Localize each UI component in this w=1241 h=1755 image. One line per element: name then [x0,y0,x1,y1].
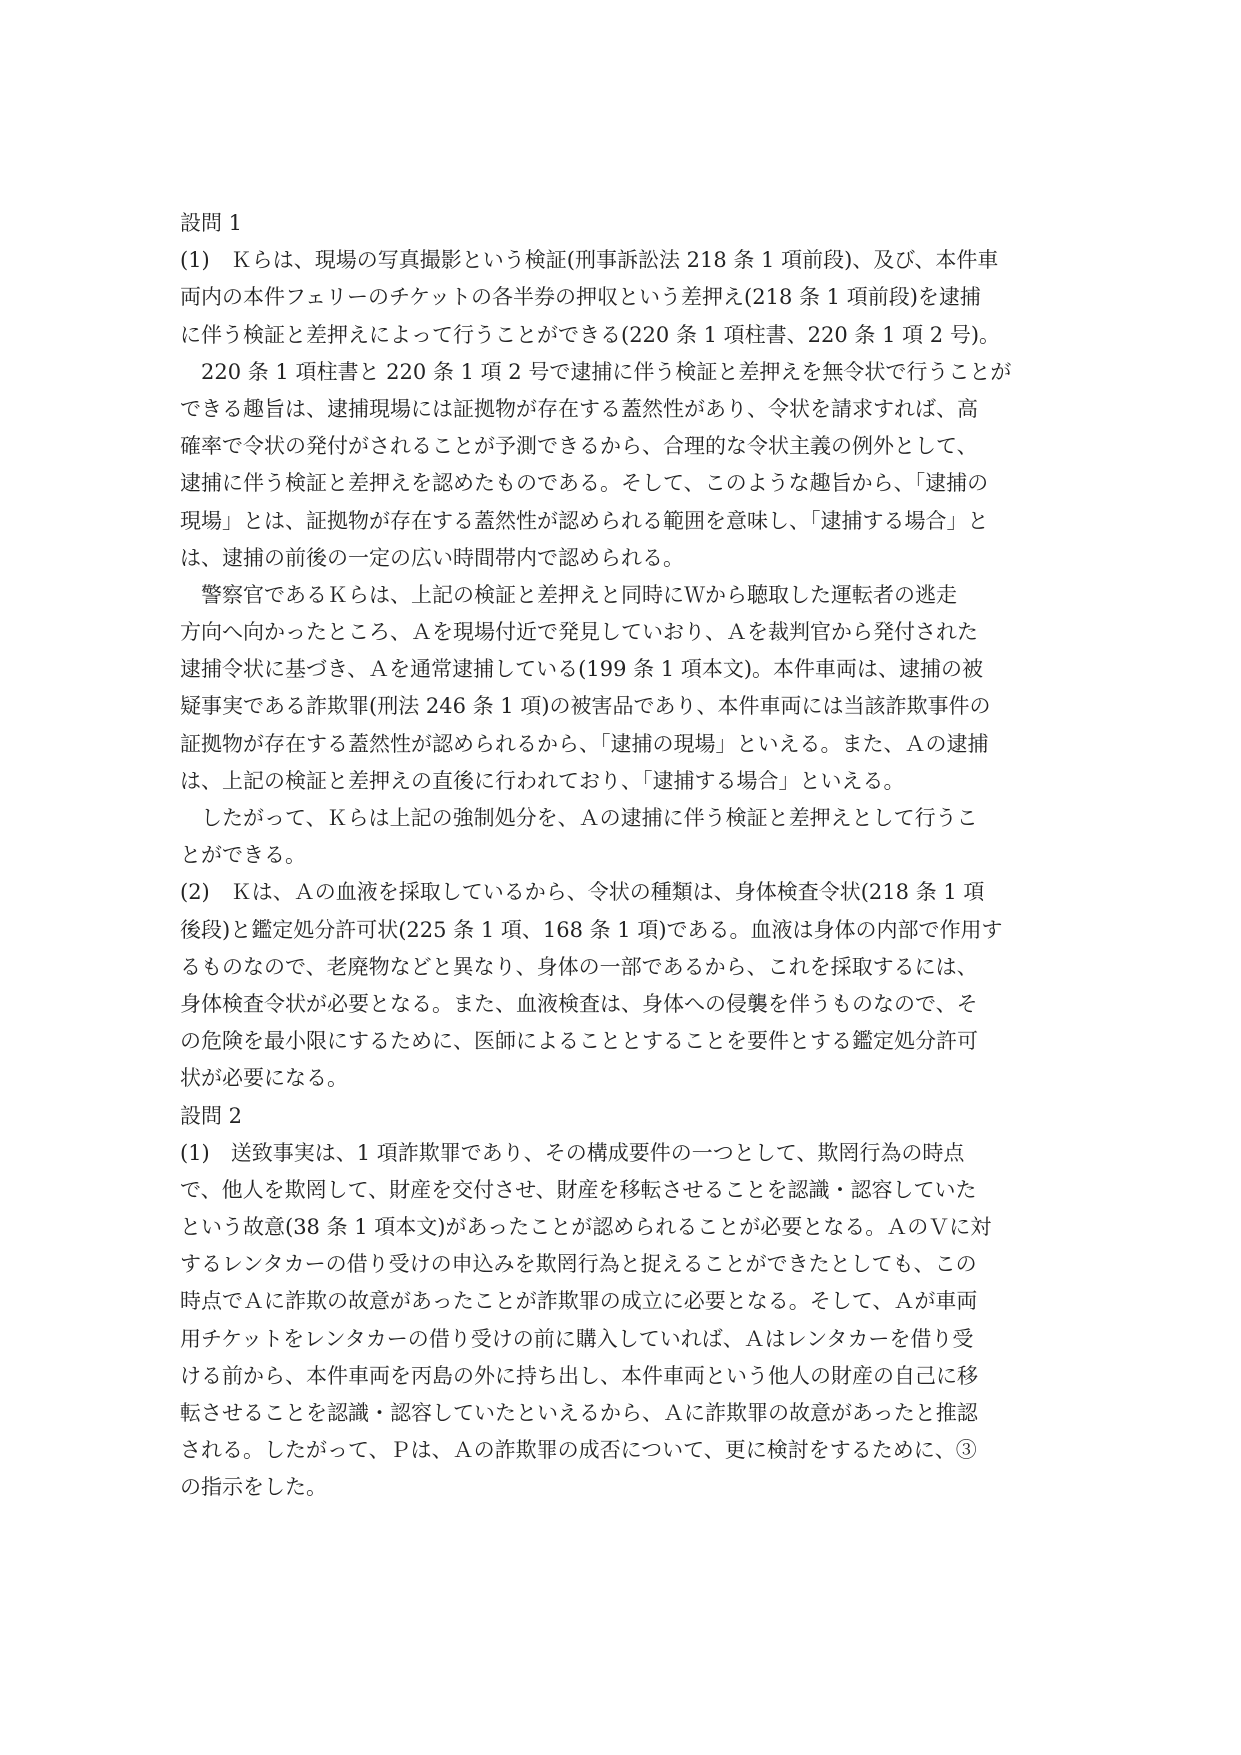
text-line: は、逮捕の前後の一定の広い時間帯内で認められる。 [180,545,684,570]
text-line: 警察官であるＫらは、上記の検証と差押えと同時にＷから聴取した運転者の逃走 [201,582,957,607]
text-line: 逮捕令状に基づき、Ａを通常逮捕している(199 条 1 項本文)。本件車両は、逮捕の被 [180,657,984,682]
text-line: (2) Ｋは、Ａの血液を採取しているから、令状の種類は、身体検査令状(218 条 1 項 [180,880,985,905]
text-line: 確率で令状の発付がされることが予測できるから、合理的な令状主義の例外として、 [180,434,978,459]
text-line: 両内の本件フェリーのチケットの各半券の押収という差押え(218 条 1 項前段)を逮捕 [180,285,981,310]
text-line: という故意(38 条 1 項本文)があったことが認められることが必要となる。ＡのＶに対 [180,1215,992,1240]
document-body [180,205,1060,1507]
text-line: 状が必要になる。 [180,1066,348,1091]
heading-question-2: 設問 2 [180,1103,243,1128]
text-line: とができる。 [180,843,306,868]
text-line: される。したがって、Ｐは、Ａの詐欺罪の成否について、更に検討をするために、③ [180,1438,977,1463]
text-line: (1) 送致事実は、1 項詐欺罪であり、その構成要件の一つとして、欺罔行為の時点 [180,1140,965,1165]
text-line: 身体検査令状が必要となる。また、血液検査は、身体への侵襲を伴うものなので、そ [180,991,978,1016]
text-line: 220 条 1 項柱書と 220 条 1 項 2 号で逮捕に伴う検証と差押えを無令状で行うことが [201,359,1012,384]
text-line: したがって、Ｋらは上記の強制処分を、Ａの逮捕に伴う検証と差押えとして行うこ [201,806,978,830]
text-line: するレンタカーの借り受けの申込みを欺罔行為と捉えることができたとしても、この [180,1252,977,1277]
text-line: で、他人を欺罔して、財産を交付させ、財産を移転させることを認識・認容していた [180,1177,977,1202]
text-line: の指示をした。 [180,1475,327,1500]
text-line: 疑事実である詐欺罪(刑法 246 条 1 項)の被害品であり、本件車両には当該詐欺事件の [180,694,991,719]
text-line: るものなので、老廃物などと異なり、身体の一部であるから、これを採取するには、 [180,954,978,979]
text-line: ける前から、本件車両を丙島の外に持ち出し、本件車両という他人の財産の自己に移 [180,1363,978,1388]
text-line: 逮捕に伴う検証と差押えを認めたものである。そして、このような趣旨から、「逮捕の [180,471,989,496]
text-line: に伴う検証と差押えによって行うことができる(220 条 1 項柱書、220 条 1 項 2 号)。 [180,322,1001,347]
text-line: 現場」とは、証拠物が存在する蓋然性が認められる範囲を意味し、「逮捕する場合」と [180,508,989,533]
text-line: 後段)と鑑定処分許可状(225 条 1 項、168 条 1 項)である。血液は身体の内部で作用す [180,917,1003,942]
text-line: 方向へ向かったところ、Ａを現場付近で発見していおり、Ａを裁判官から発付された [180,620,978,645]
text-line: (1) Ｋらは、現場の写真撮影という検証(刑事訴訟法 218 条 1 項前段)、及び、本件車 [180,248,999,273]
text-line: の危険を最小限にするために、医師によることとすることを要件とする鑑定処分許可 [180,1029,978,1054]
text-line: 転させることを認識・認容していたといえるから、Ａに詐欺罪の故意があったと推認 [180,1401,978,1425]
text-line: は、上記の検証と差押えの直後に行われており、「逮捕する場合」といえる。 [180,768,905,793]
heading-question-1: 設問 1 [180,211,243,235]
text-line: 時点でＡに詐欺の故意があったことが詐欺罪の成立に必要となる。そして、Ａが車両 [180,1289,978,1314]
text-line: 用チケットをレンタカーの借り受けの前に購入していれば、Ａはレンタカーを借り受 [180,1326,974,1351]
text-line: できる趣旨は、逮捕現場には証拠物が存在する蓋然性があり、令状を請求すれば、高 [180,396,978,421]
text-line: 証拠物が存在する蓋然性が認められるから、「逮捕の現場」といえる。また、Ａの逮捕 [180,731,989,756]
